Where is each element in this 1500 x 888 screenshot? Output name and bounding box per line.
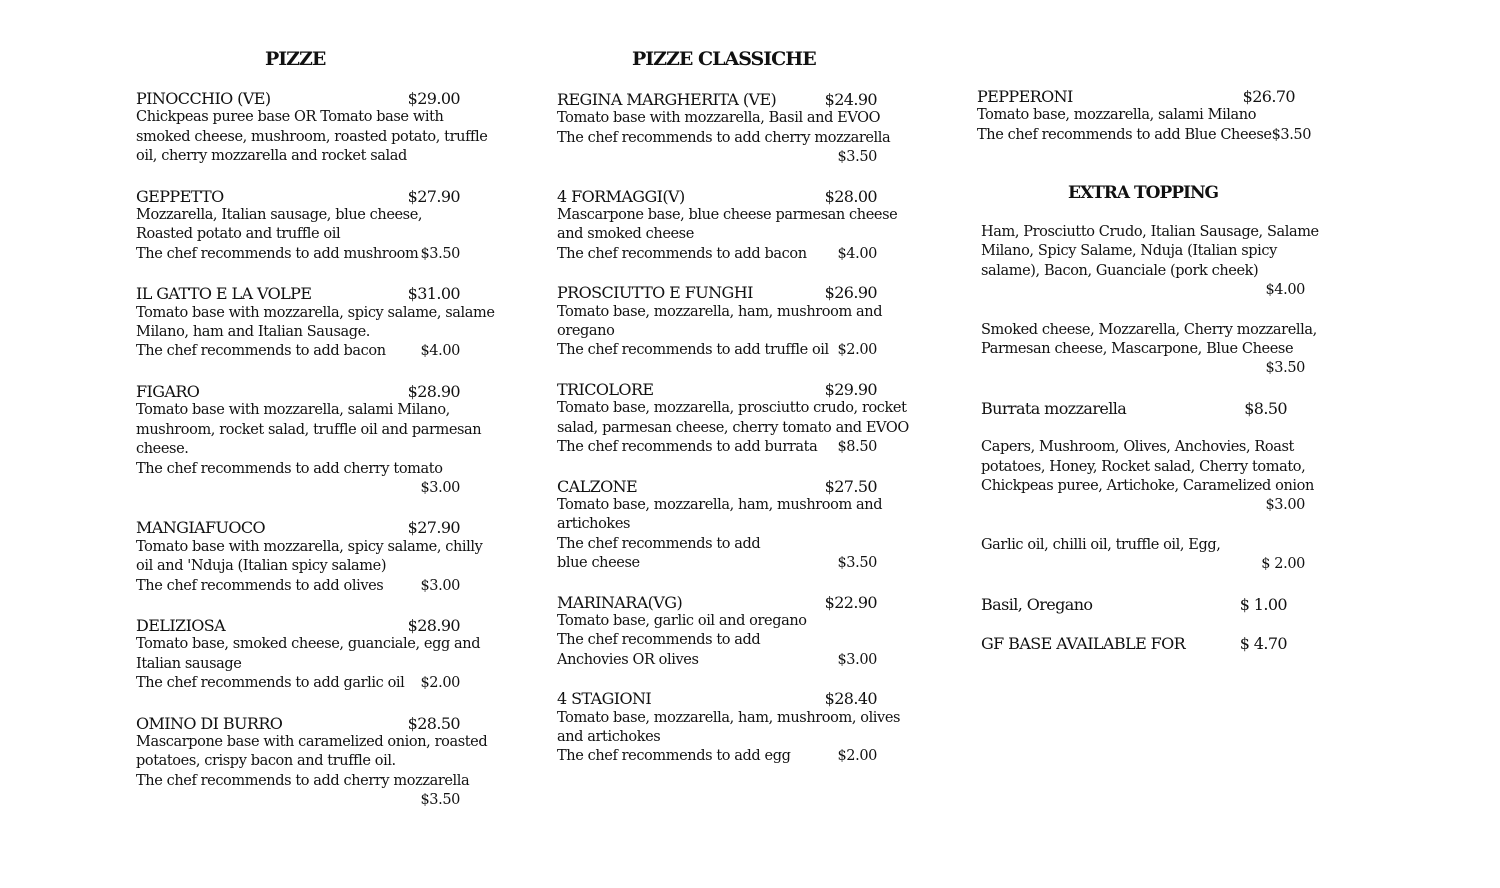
menu-item-price: $27.50 [824,476,877,496]
menu-item [557,90,891,168]
chef-recommendation [136,577,460,596]
menu-item-description: Mascarpone base, blue cheese parmesan cheese [557,207,898,224]
menu-item [557,689,901,767]
extra-topping-list [981,223,1319,654]
menu-item-description: The chef recommends to add [557,632,761,649]
pepperoni-item [977,87,1312,145]
recommendation-price: $2.00 [420,675,460,692]
extra-topping-items: salame), Bacon, Guanciale (pork cheek) [981,262,1259,279]
recommendation-text: The chef recommends to add Blue Cheese [977,126,1272,143]
extra-topping-items: Parmesan cheese, Mascarpone, Blue Cheese [981,341,1294,358]
recommendation-price: $3.50 [837,555,877,572]
menu-item-name: GEPPETTO [136,186,224,206]
menu-item-header [136,616,460,635]
chef-recommendation [136,674,460,693]
menu-item-header [136,382,460,401]
recommendation-price: $3.00 [420,577,460,594]
menu-item [136,518,483,596]
menu-item-name: PEPPERONI [977,87,1073,106]
menu-item-price: $26.70 [1242,87,1295,106]
menu-item-name: MANGIAFUOCO [136,518,266,538]
recommendation-price: $2.00 [837,748,877,765]
extra-topping-price: $4.00 [1265,282,1305,299]
recommendation-price: $3.00 [837,651,877,668]
recommendation-price: $3.50 [837,149,877,166]
menu-item-description: Milano, ham and Italian Sausage. [136,324,371,341]
menu-item-description: Mascarpone base with caramelized onion, roasted [136,733,488,750]
menu-item-name: OMINO DI BURRO [136,713,283,733]
menu-item-price: $22.90 [824,592,877,612]
recommendation-price: $3.50 [420,792,460,809]
menu-item-price: $29.00 [407,89,460,108]
menu-item-price: $31.00 [407,284,460,304]
chef-recommendation [557,651,877,670]
menu-item-header [557,187,877,206]
menu-item-name: DELIZIOSA [136,615,226,635]
menu-item-name: CALZONE [557,476,638,496]
menu-item-name: TRICOLORE [557,379,654,399]
recommendation-text: The chef recommends to add egg [557,748,791,765]
recommendation-text: The chef recommends to add truffle oil [557,342,829,359]
menu-item-header [557,90,877,109]
extra-topping-items: Chickpeas puree, Artichoke, Caramelized onion [981,478,1314,495]
recommendation-price: $3.50 [1271,126,1312,143]
menu-item-description: Tomato base, garlic oil and oregano [557,612,807,629]
menu-item-description: Mozzarella, Italian sausage, blue cheese, [136,207,423,224]
menu-item-description: The chef recommends to add [557,535,761,552]
menu-item-description: Italian sausage [136,655,242,672]
extra-topping-items: Capers, Mushroom, Olives, Anchovies, Roast [981,439,1294,456]
extra-topping-price: $ 4.70 [1239,634,1287,654]
menu-item-description: Roasted potato and truffle oil [136,226,341,243]
menu-item-description: Tomato base, mozzarella, salami Milano [977,107,1257,124]
menu-item-description: Tomato base, smoked cheese, guanciale, egg and [136,636,481,653]
recommendation-price: $3.50 [420,245,460,262]
menu-item-description: oil, cherry mozzarella and rocket salad [136,148,407,165]
extra-topping-price: $3.00 [1265,497,1305,514]
menu-item-description: cheese. [136,441,189,458]
extra-topping-items: Garlic oil, chilli oil, truffle oil, Egg, [981,536,1221,553]
extra-topping-price: $ 2.00 [1261,556,1305,573]
menu-item-price: $27.90 [407,518,460,538]
menu-item-price: $28.00 [824,186,877,206]
menu-item-header [136,284,460,303]
menu-item-description: mushroom, rocket salad, truffle oil and parmesan [136,421,482,438]
menu-item [136,187,460,265]
recommendation-price: $4.00 [420,343,460,360]
recommendation-price: $4.00 [837,245,877,262]
recommendation-text: The chef recommends to add burrata [557,439,818,456]
menu-item [136,713,488,811]
menu-item-price: $28.40 [824,689,877,709]
menu-item-description: The chef recommends to add cherry mozzarella [557,129,891,146]
menu-item [557,283,883,361]
chef-recommendation [557,554,877,573]
menu-item-header [557,689,877,708]
extra-topping-group [981,399,1305,418]
recommendation-price: $2.00 [837,342,877,359]
menu-item [557,186,898,265]
menu-item-description: Tomato base, mozzarella, ham, mushroom, olives [557,709,901,726]
menu-item-name: 4 STAGIONI [557,689,652,709]
menu-item-description: smoked cheese, mushroom, roasted potato, truffle [136,128,488,145]
menu-item-description: The chef recommends to add cherry tomato [136,460,443,477]
menu-item-name: PROSCIUTTO E FUNGHI [557,283,753,303]
menu-item-header [136,89,460,108]
extra-topping-items: Milano, Spicy Salame, Nduja (Italian spicy [981,243,1277,260]
extra-topping-group [981,321,1317,379]
extra-topping-items: potatoes, Honey, Rocket salad, Cherry tomato, [981,458,1306,475]
pizze-classiche-column [557,90,909,786]
menu-item [136,284,495,362]
recommendation-text: blue cheese [557,555,640,572]
recommendation-text: The chef recommends to add bacon [557,245,807,262]
recommendation-text: Anchovies OR olives [557,651,699,668]
extra-topping-group [981,634,1305,653]
menu-item [557,476,883,574]
pizze-heading: PIZZE [265,48,326,70]
extra-topping-group [981,223,1319,301]
menu-item-price: $28.50 [407,713,460,733]
menu-item-description: The chef recommends to add cherry mozzarella [136,772,470,789]
menu-item-price: $26.90 [824,283,877,303]
menu-item-description: Tomato base with mozzarella, spicy salame, salame [136,304,495,321]
menu-item [136,615,481,694]
chef-recommendation [136,342,460,361]
menu-item-description: Tomato base, mozzarella, prosciutto crudo, rocket [557,400,907,417]
extra-topping-items: Smoked cheese, Mozzarella, Cherry mozzarella, [981,321,1317,338]
pizze-classiche-heading: PIZZE CLASSICHE [632,48,816,70]
extra-topping-price: $ 1.00 [1239,594,1287,614]
extra-topping-heading: EXTRA TOPPING [1068,183,1219,203]
recommendation-price: $3.00 [420,479,460,496]
menu-item [136,89,488,167]
menu-item [557,593,877,671]
menu-item-description: oregano [557,323,615,340]
recommendation-text: The chef recommends to add bacon [136,343,386,360]
menu-item-description: potatoes, crispy bacon and truffle oil. [136,753,396,770]
menu-item-header [977,87,1295,106]
menu-item-description: Tomato base with mozzarella, spicy salame, chilly [136,538,483,555]
menu-item-description: Tomato base, mozzarella, ham, mushroom and [557,496,883,513]
menu-item-price: $27.90 [407,186,460,206]
extra-topping-row [981,399,1305,418]
menu-item-name: IL GATTO E LA VOLPE [136,284,312,304]
chef-recommendation [557,341,877,360]
chef-recommendation [136,245,460,264]
menu-item-price: $28.90 [407,615,460,635]
menu-item-header [136,187,460,206]
menu-item-name: REGINA MARGHERITA (VE) [557,90,777,109]
extra-topping-group [981,536,1305,575]
recommendation-text: The chef recommends to add garlic oil [136,675,405,692]
extra-topping-label: GF BASE AVAILABLE FOR [981,634,1186,654]
chef-recommendation [557,438,877,457]
menu-item-name: PINOCCHIO (VE) [136,89,271,108]
menu-item-header [136,518,460,537]
menu-item-price: $29.90 [824,379,877,399]
chef-recommendation [557,245,877,264]
extra-topping-row [981,595,1305,614]
extra-topping-price: $3.50 [1265,360,1305,377]
extra-topping-items: Ham, Prosciutto Crudo, Italian Sausage, Salame [981,224,1319,240]
chef-recommendation [977,126,1312,145]
extra-topping-group [981,438,1314,516]
recommendation-price: $8.50 [837,439,877,456]
menu-item-description: salad, parmesan cheese, cherry tomato and EVOO [557,419,909,436]
menu-item-description: Tomato base with mozzarella, salami Milano, [136,402,450,419]
menu-item-header [557,283,877,302]
menu-item-header [136,714,460,733]
menu-item-price: $28.90 [407,381,460,401]
menu-item-name: 4 FORMAGGI(V) [557,186,685,206]
menu-item-description: Chickpeas puree base OR Tomato base with [136,109,444,126]
menu-item-description: Tomato base with mozzarella, Basil and EVOO [557,110,881,127]
menu-item-header [557,477,877,496]
menu-item [557,379,909,458]
extra-topping-group [981,595,1305,614]
extra-topping-row [981,634,1305,653]
extra-topping-price: $8.50 [1244,398,1287,418]
menu-item-header [557,593,877,612]
menu-item-name: MARINARA(VG) [557,592,683,612]
menu-item-description: and smoked cheese [557,226,694,243]
pizze-column [136,89,495,831]
extra-topping-label: Basil, Oregano [981,594,1093,614]
recommendation-text: The chef recommends to add mushroom [136,245,419,262]
menu-item-price: $24.90 [824,90,877,109]
menu-item-description: and artichokes [557,728,661,745]
chef-recommendation [557,747,877,766]
menu-item-description: artichokes [557,516,631,533]
menu-item-name: FIGARO [136,381,200,401]
menu-item [136,381,482,498]
extra-topping-label: Burrata mozzarella [981,398,1127,418]
menu-item-header [557,380,877,399]
menu-item-description: Tomato base, mozzarella, ham, mushroom and [557,303,883,320]
menu-item-description: oil and 'Nduja (Italian spicy salame) [136,558,387,575]
recommendation-text: The chef recommends to add olives [136,577,384,594]
